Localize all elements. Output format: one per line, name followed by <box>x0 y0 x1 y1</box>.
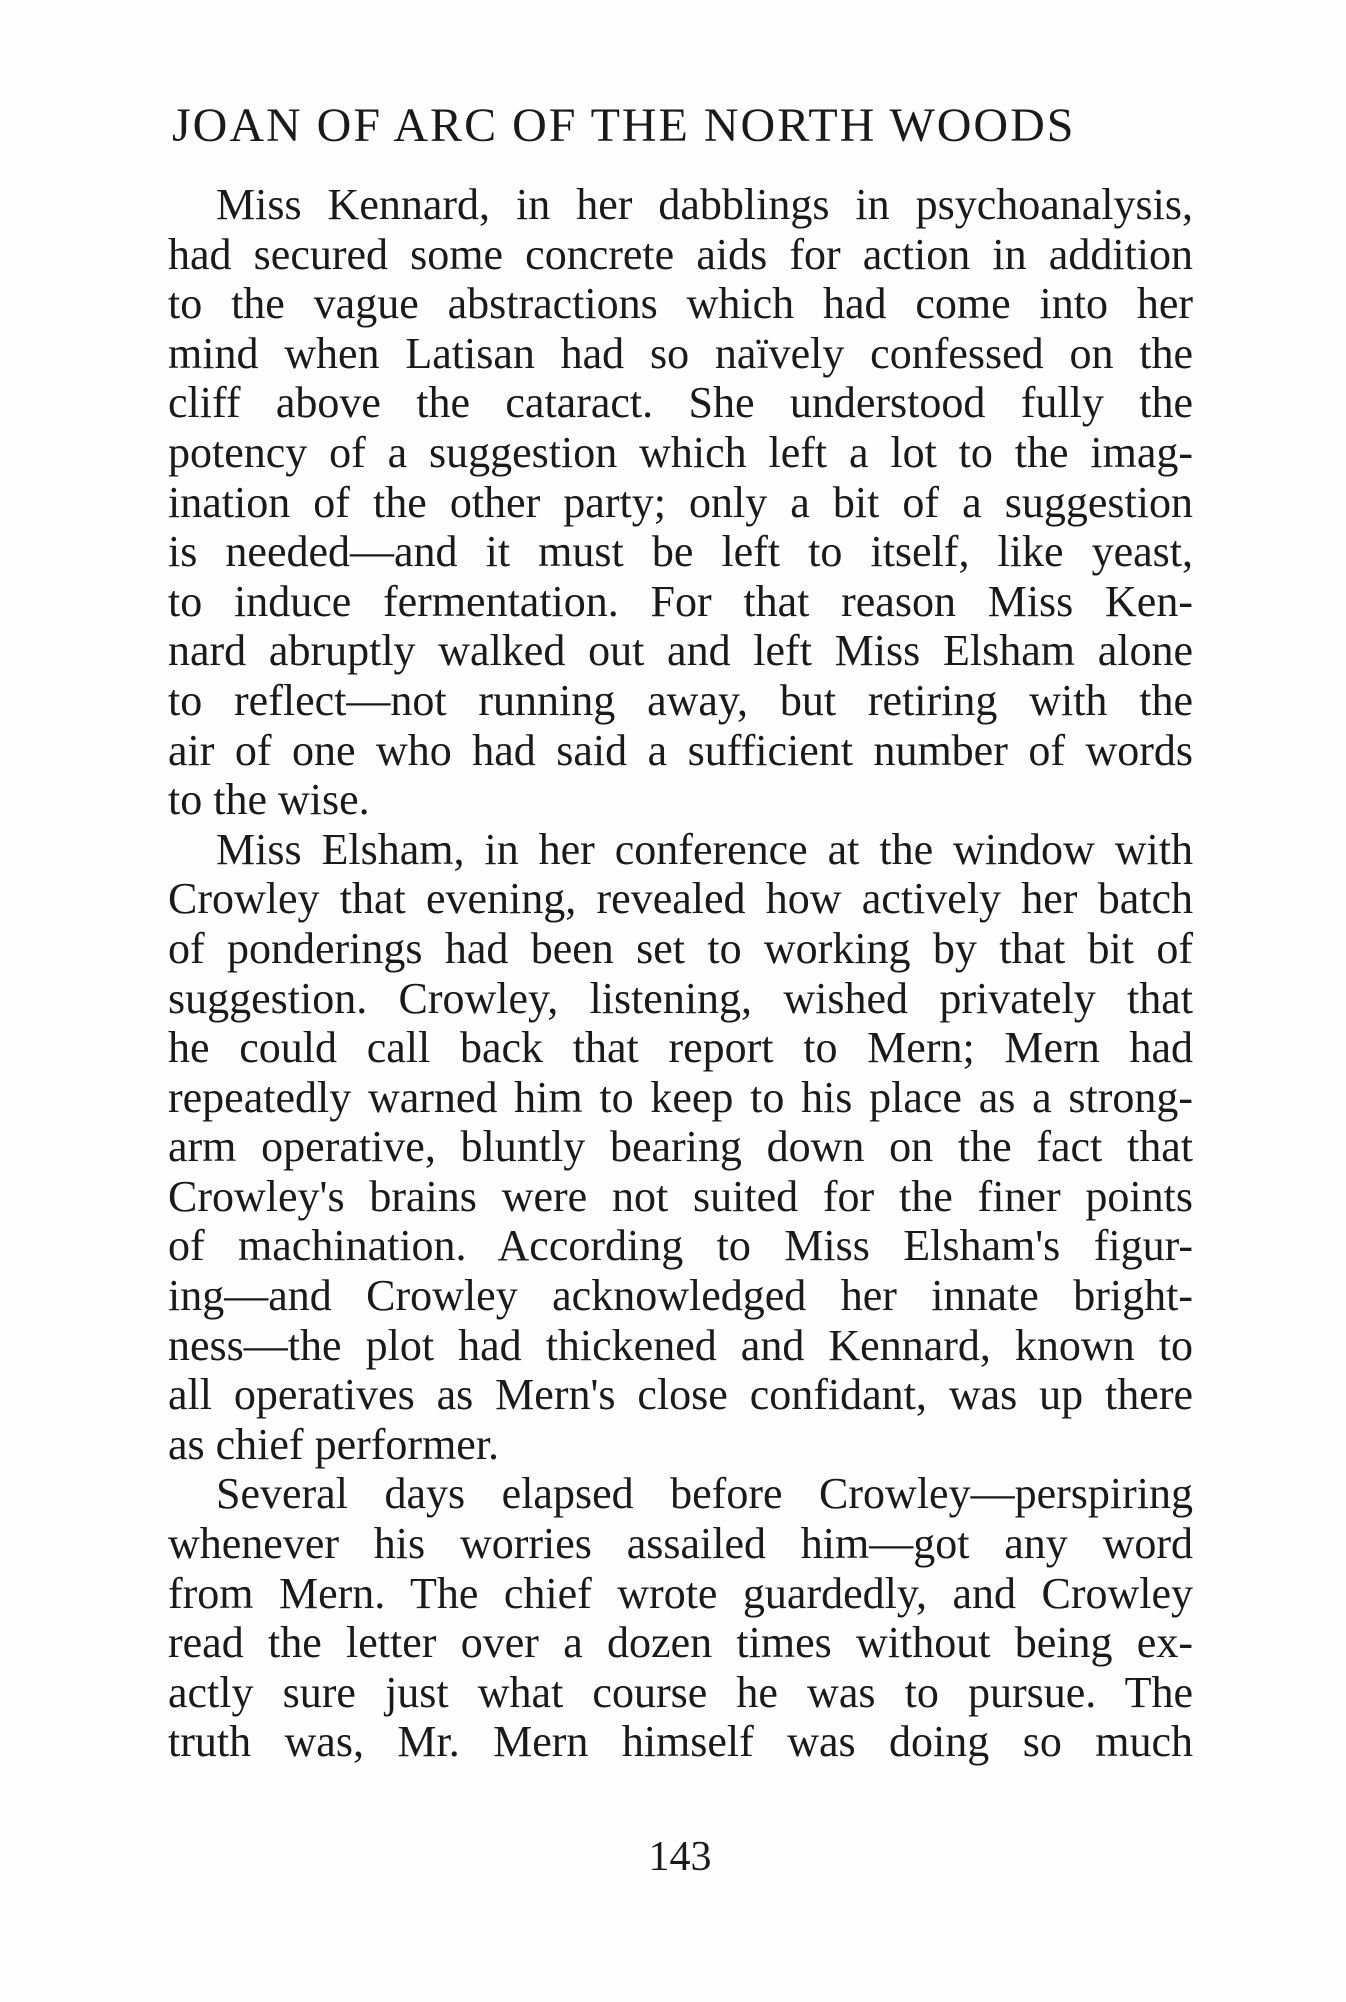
text-line: cliff above the cataract. She understood fully the <box>168 378 1193 428</box>
text-line: arm operative, bluntly bearing down on the fact that <box>168 1122 1193 1172</box>
paragraph-2 <box>168 825 1193 1470</box>
text-line: he could call back that report to Mern; Mern had <box>168 1023 1193 1073</box>
text-line: ination of the other party; only a bit of a suggestion <box>168 477 1193 527</box>
text-line: actly sure just what course he was to pursue. The <box>168 1667 1193 1717</box>
text-line: ing—and Crowley acknowledged her innate bright- <box>168 1271 1193 1321</box>
paragraph-1 <box>168 180 1193 825</box>
text-line: from Mern. The chief wrote guardedly, and Crowley <box>168 1568 1193 1618</box>
text-line: suggestion. Crowley, listening, wished privately that <box>168 973 1193 1023</box>
text-line: to induce fermentation. For that reason Miss Ken- <box>168 576 1193 626</box>
text-line: potency of a suggestion which left a lot to the imag- <box>168 427 1193 477</box>
text-line: as chief performer. <box>168 1419 500 1469</box>
text-line: to reflect—not running away, but retiring with the <box>168 675 1193 725</box>
text-line: had secured some concrete aids for action in addition <box>168 229 1193 279</box>
text-line: to the vague abstractions which had come into her <box>168 279 1193 329</box>
text-line: Miss Elsham, in her conference at the window with <box>216 824 1193 874</box>
text-line: of machination. According to Miss Elsham's figur- <box>168 1221 1193 1271</box>
text-line: truth was, Mr. Mern himself was doing so much <box>168 1717 1193 1767</box>
text-line: Several days elapsed before Crowley—perspiring <box>216 1469 1193 1519</box>
text-line: whenever his worries assailed him—got any word <box>168 1519 1193 1569</box>
text-line: nard abruptly walked out and left Miss Elsham alone <box>168 626 1193 676</box>
text-line: Crowley that evening, revealed how actively her batch <box>168 874 1193 924</box>
text-line: ness—the plot had thickened and Kennard, known to <box>168 1320 1193 1370</box>
text-line: air of one who had said a sufficient number of words <box>168 725 1193 775</box>
text-line: all operatives as Mern's close confidant, was up there <box>168 1370 1193 1420</box>
page-number: 143 <box>648 1834 712 1880</box>
text-line: read the letter over a dozen times without being ex- <box>168 1618 1193 1668</box>
body-text <box>168 180 1193 1767</box>
paragraph-3 <box>168 1469 1193 1767</box>
text-line: Miss Kennard, in her dabblings in psychoanalysis, <box>216 180 1193 229</box>
text-line: of ponderings had been set to working by that bit of <box>168 923 1193 973</box>
text-line: to the wise. <box>168 775 370 825</box>
running-head: JOAN OF ARC OF THE NORTH WOODS <box>172 99 1076 152</box>
text-line: is needed—and it must be left to itself, like yeast, <box>168 527 1193 577</box>
text-line: mind when Latisan had so naïvely confessed on the <box>168 328 1193 378</box>
text-line: Crowley's brains were not suited for the finer points <box>168 1171 1193 1221</box>
text-line: repeatedly warned him to keep to his place as a strong- <box>168 1072 1193 1122</box>
